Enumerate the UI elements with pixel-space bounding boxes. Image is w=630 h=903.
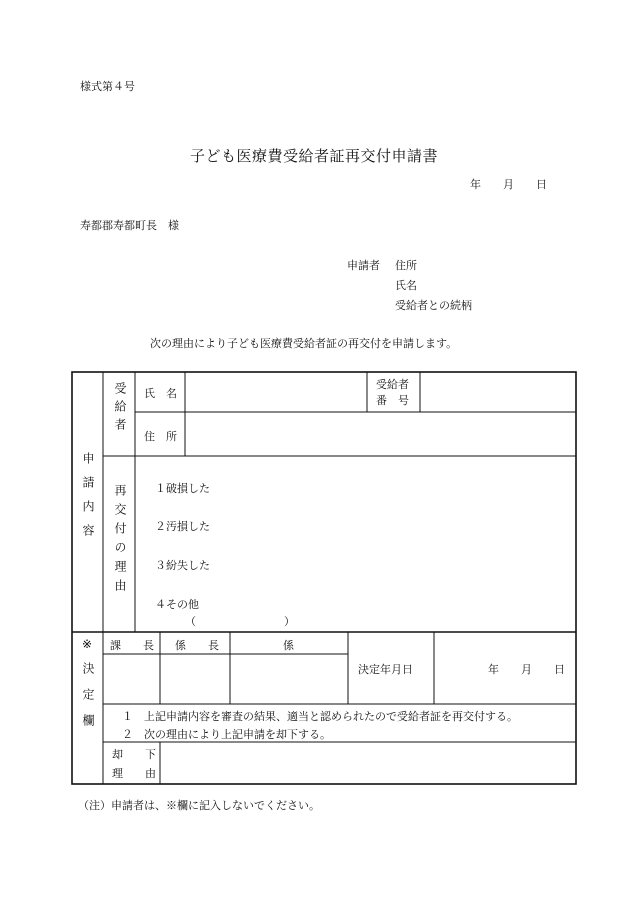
reason-option-2[interactable]: ２汚損した (155, 520, 210, 533)
applicant-name-label: 氏名 (395, 279, 417, 292)
rejection-reason-field[interactable] (162, 746, 572, 780)
decision-date-value: 年 月 日 (488, 663, 565, 676)
name-label: 氏 名 (144, 387, 177, 400)
section-label-application: 申請内容 (81, 452, 95, 548)
applicant-label: 申請者 (347, 259, 380, 272)
decision-label: 決定欄 (81, 662, 95, 740)
subchief-label: 係 長 (175, 639, 219, 652)
address-field[interactable] (186, 416, 572, 452)
intro-text: 次の理由により子ども医療費受給者証の再交付を申請します。 (150, 337, 458, 350)
date-line: 年 月 日 (470, 178, 547, 191)
decision-mark: ※ (82, 637, 93, 651)
other-reason-field[interactable]: （ ） (185, 615, 295, 628)
outcome-reissue[interactable]: １ 上記申請内容を審査の結果、適当と認められたので受給者証を再交付する。 (122, 710, 518, 723)
recipient-number-label-1: 受給者 (376, 378, 409, 391)
reason-option-3[interactable]: ３紛失した (155, 559, 210, 572)
rejection-label-2: 理 由 (112, 767, 156, 780)
rejection-label-1: 却 下 (112, 748, 156, 761)
outcome-reject[interactable]: ２ 次の理由により上記申請を却下する。 (122, 728, 331, 741)
address-label: 住 所 (144, 430, 177, 443)
applicant-address-label: 住所 (395, 259, 417, 272)
addressee: 寿都郡寿都町長 様 (80, 219, 179, 232)
name-field[interactable] (186, 380, 366, 408)
form-number: 様式第４号 (80, 80, 135, 93)
recipient-number-field[interactable] (422, 376, 572, 408)
reason-option-1[interactable]: １破損した (155, 482, 210, 495)
reason-option-4[interactable]: ４その他 (155, 598, 199, 611)
recipient-number-label-2: 番 号 (376, 394, 409, 407)
chief-label: 課 長 (110, 639, 154, 652)
reason-label: 再交付の理由 (113, 484, 127, 598)
page-title: 子ども医療費受給者証再交付申請書 (190, 147, 439, 165)
applicant-relationship-label: 受給者との続柄 (395, 299, 472, 312)
recipient-label: 受給者 (113, 382, 127, 436)
staff-label: 係 (283, 639, 294, 652)
decision-date-label: 決定年月日 (358, 663, 413, 676)
footnote: （注）申請者は、※欄に記入しないでください。 (78, 799, 320, 812)
